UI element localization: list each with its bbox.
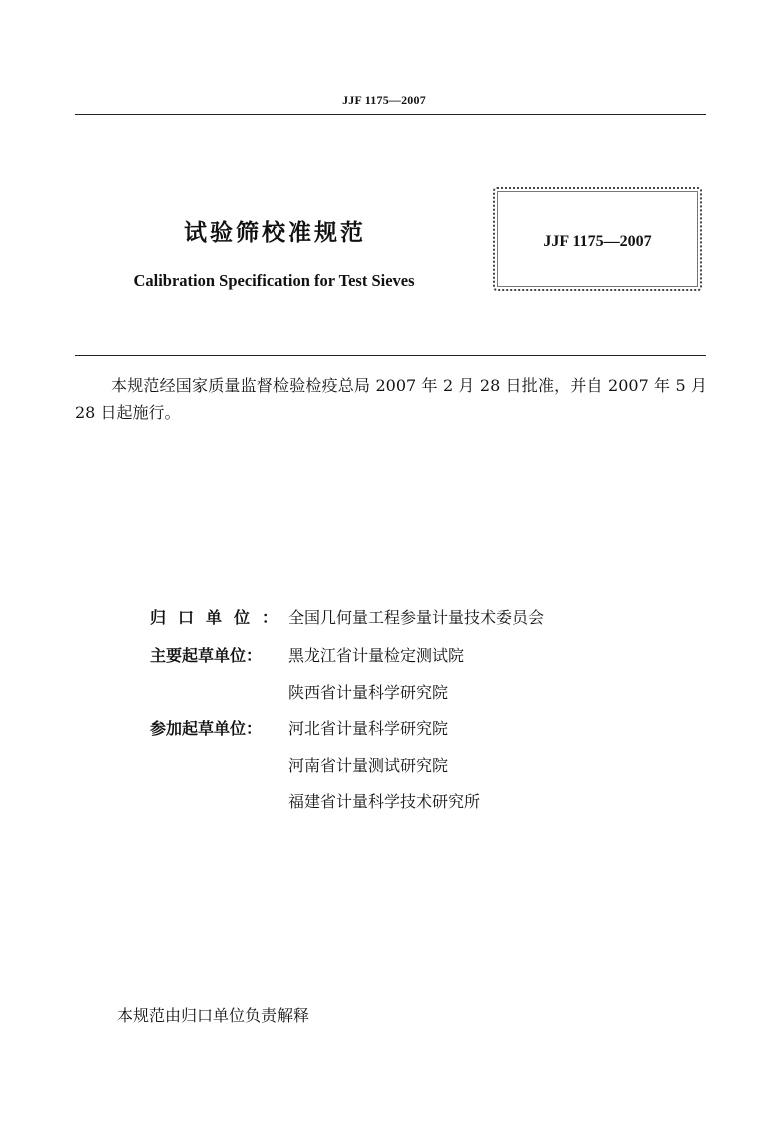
document-code-box [493, 187, 702, 291]
approval-statement: 本规范经国家质量监督检验检疫总局 2007 年 2 月 28 日批准，并自 2007 年 5 月 28 日起施行。 [75, 376, 707, 422]
section-rule [75, 355, 706, 356]
main-drafting-unit: 陕西省计量科学研究院 [288, 683, 449, 702]
participating-drafting-unit: 福建省计量科学技术研究所 [288, 792, 481, 811]
main-drafting-label: 主要起草单位： [150, 646, 263, 665]
main-drafting-unit: 黑龙江省计量检定测试院 [288, 646, 465, 665]
responsible-unit-label: 归口单位： [150, 608, 291, 627]
title-chinese: 试验筛校准规范 [184, 220, 366, 246]
responsible-unit-value: 全国几何量工程参量计量技术委员会 [288, 608, 545, 627]
code-box-text: JJF 1175—2007 [543, 233, 652, 250]
header-rule [75, 114, 706, 115]
participating-drafting-unit: 河北省计量科学研究院 [288, 719, 449, 738]
interpretation-note: 本规范由归口单位负责解释 [117, 1006, 310, 1025]
title-english: Calibration Specification for Test Sieves [133, 271, 415, 290]
participating-drafting-label: 参加起草单位： [150, 719, 263, 738]
participating-drafting-unit: 河南省计量测试研究院 [288, 756, 449, 775]
header-document-code: JJF 1175—2007 [342, 93, 426, 107]
